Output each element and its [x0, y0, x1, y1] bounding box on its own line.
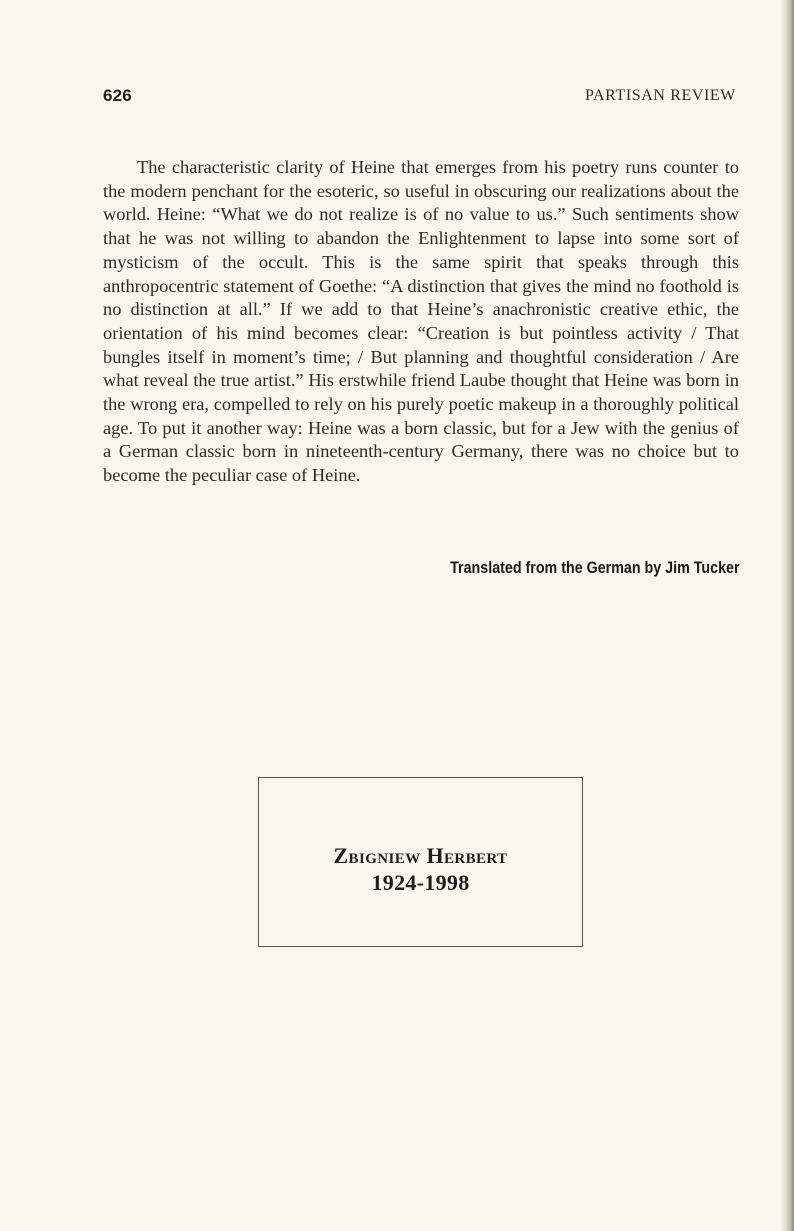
page-number: 626	[103, 86, 132, 105]
memorial-name: Zbigniew Herbert	[333, 843, 508, 868]
memorial-dates: 1924-1998	[371, 870, 470, 895]
article-paragraph: The characteristic clarity of Heine that emerges from his poetry runs counter to the modern penchant for the esoteric, so useful in obscuring our realizations about the world. Heine: “What we do not realize is of no value to us.” Such sentiments show that he was not willing to abandon the Enlightenment to lapse into some sort of mysticism of the occult. This is the same spirit that speaks through this anthropocentric statement of Goethe: “A distinction that gives the mind no foothold is no distinction at all.” If we add to that Heine’s anachronistic creative ethic, the orientation of his mind becomes clear: “Creation is but pointless activity / That bungles itself in moment’s time; / But planning and thoughtful consideration / Are what reveal the true artist.” His erstwhile friend Laube thought that Heine was born in the wrong era, compelled to rely on his purely poetic makeup in a thoroughly political age. To put it another way: Heine was a born classic, but for a Jew with the genius of a German classic born in nineteenth-century Germany, there was no choice but to become the peculiar case of Heine.	[103, 157, 739, 486]
running-head: PARTISAN REVIEW	[584, 87, 736, 104]
translator-credit: Translated from the German by Jim Tucker	[450, 558, 740, 577]
page-gutter-shadow	[780, 0, 794, 1231]
memorial-box	[258, 777, 583, 947]
